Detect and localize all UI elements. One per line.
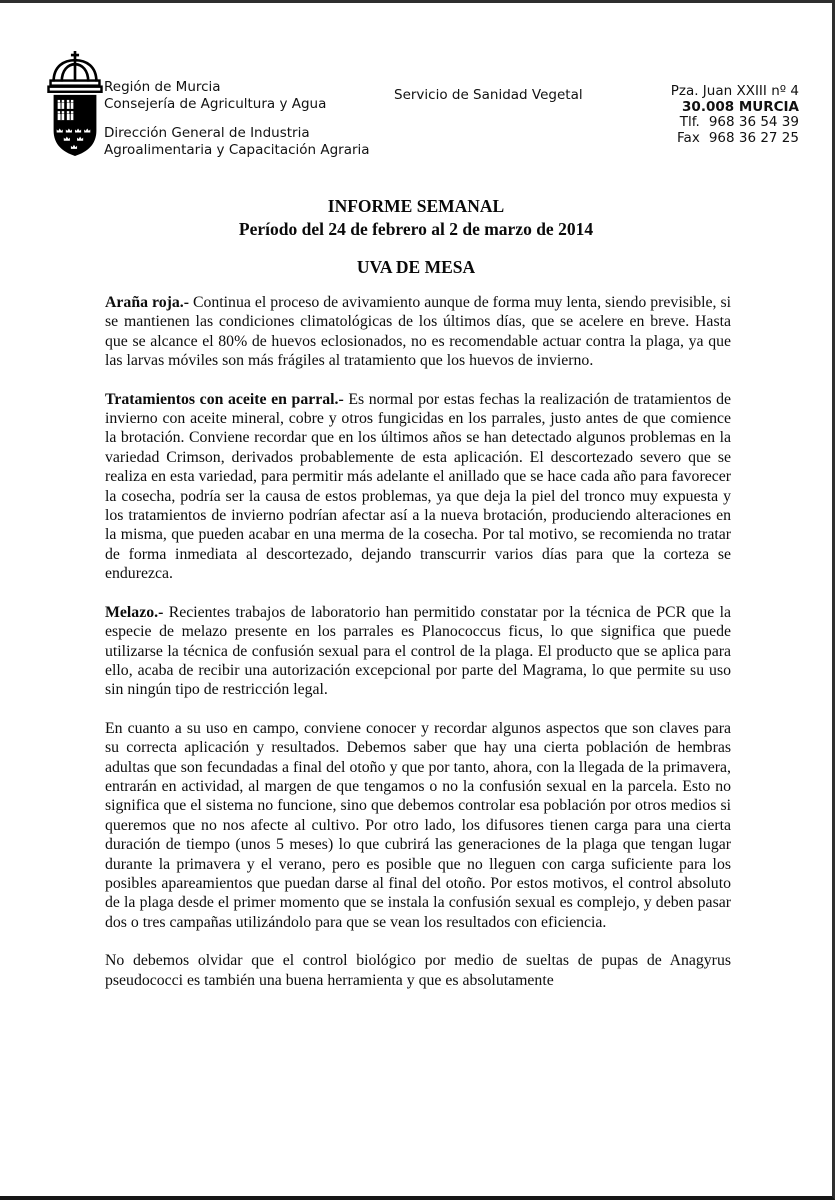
section-title: UVA DE MESA: [356, 257, 476, 277]
org-region: Región de Murcia: [104, 79, 221, 95]
paragraph-lead: Melazo.-: [105, 603, 164, 621]
paragraph-text: En cuanto a su uso en campo, conviene conocer y recordar algunos aspectos que son claves para su correcta aplicación y resultados. Debemos saber que hay una cierta población de hembras adultas que son fecundadas a final del otoño y que por tanto, ahora, con la llegada de la primavera, entrarán en actividad, al margen de que tengamos o no la confusión sexual en la parcela. Esto no significa que el sistema no funcione, sino que debemos controlar esa población por otros medios si queremos que no nos afecte al cultivo. Por otro lado, los difusores tienen carga para una cierta duración de tiempo (unos 5 meses) lo que cubrirá las generaciones de la plaga que tengan lugar durante la primavera y el verano, pero es posible que no lleguen con carga suficiente para los posibles apareamientos que puedan darse al final del otoño. Por estos motivos, el control absoluto de la plaga desde el primer momento que se instala la confusión sexual es complejo, y deben pasar dos o tres campañas utilizándolo para que se vean los resultados con eficiencia.: [105, 719, 731, 931]
title-block: [0, 195, 832, 279]
address-street: Pza. Juan XXIII nº 4: [670, 83, 799, 99]
phone-value: 968 36 54 39: [708, 114, 799, 130]
paragraph-lead: Tratamientos con aceite en parral.-: [105, 390, 344, 408]
paragraph-text: Continua el proceso de avivamiento aunque de forma muy lenta, siendo previsible, si se mantienen las condiciones climatológicas de los últimos días, que se acelere en breve. Hasta que se alcance el 80% de huevos eclosionados, no es recomendable actuar contra la plaga, ya que las larvas móviles son más frágiles al tratamiento que los huevos de invierno.: [105, 294, 731, 370]
org-direccion-line2: Agroalimentaria y Capacitación Agraria: [104, 141, 370, 158]
paragraph-control-biologico: [105, 951, 731, 990]
crown-icon: [54, 51, 97, 82]
org-direccion-line1: Dirección General de Industria: [104, 125, 310, 141]
address-fax: [671, 131, 799, 147]
address-phone: [671, 115, 799, 131]
paragraph-arana-roja: [105, 293, 731, 371]
phone-label: Tlf.: [679, 114, 700, 130]
fax-label: Fax: [677, 129, 700, 146]
paragraph-text: Es normal por estas fechas la realización de tratamientos de invierno con aceite mineral, cobre y otros fungicidas en los parrales, justo antes de que comience la brotación. Conviene recordar que en los últimos años se han detectado algunos problemas en la variedad Crimson, derivados probablemente de esta aplicación. El descortezado severo que se realiza en esta variedad, para permitir más adelante el anillado que se hace cada año para favorecer la cosecha, podría ser la causa de estos problemas, ya que deja la piel del tronco muy expuesta y los tratamientos de invierno podrían afectar así a la nueva brotación, produciendo alteraciones en la misma, que pueden acabar en una merma de la cosecha. Por tal motivo, se recomienda no tratar de forma inmediata al descortezado, dejando transcurrir varios días para que la corteza se endurezca.: [105, 390, 731, 583]
letterhead: [0, 3, 832, 188]
service-name: Servicio de Sanidad Vegetal: [394, 87, 583, 103]
org-consejeria: Consejería de Agricultura y Agua: [104, 95, 327, 112]
fax-value: 968 36 27 25: [708, 129, 799, 146]
report-body: [105, 293, 731, 1009]
paragraph-tratamientos-aceite: [105, 390, 731, 584]
paragraph-lead: Araña roja.-: [105, 294, 189, 311]
report-period: Período del 24 de febrero al 2 de marzo de 2014: [238, 219, 594, 239]
paragraph-text: No debemos olvidar que el control biológico por medio de sueltas de pupas de Anagyrus pseudococci es también una buena herramienta y que es absolutamente: [105, 952, 731, 989]
murcia-coat-of-arms-icon: [46, 51, 104, 157]
paragraph-text: Recientes trabajos de laboratorio han permitido constatar por la técnica de PCR que la especie de melazo presente en los parrales es Planococcus ficus, lo que significa que puede utilizarse la técnica de confusión sexual para el control de la plaga. El producto que se aplica para ello, acaba de recibir una autorización excepcional por parte del Magrama, lo que permite su uso sin ningún tipo de restricción legal.: [105, 603, 732, 699]
shield-icon: [54, 95, 97, 156]
report-title: INFORME SEMANAL: [327, 196, 505, 216]
address-block: [671, 84, 799, 146]
org-block: [104, 79, 370, 158]
paragraph-confusion-sexual-uso: [105, 719, 731, 932]
paragraph-melazo: [105, 603, 731, 700]
address-city: 30.008 MURCIA: [682, 98, 799, 115]
